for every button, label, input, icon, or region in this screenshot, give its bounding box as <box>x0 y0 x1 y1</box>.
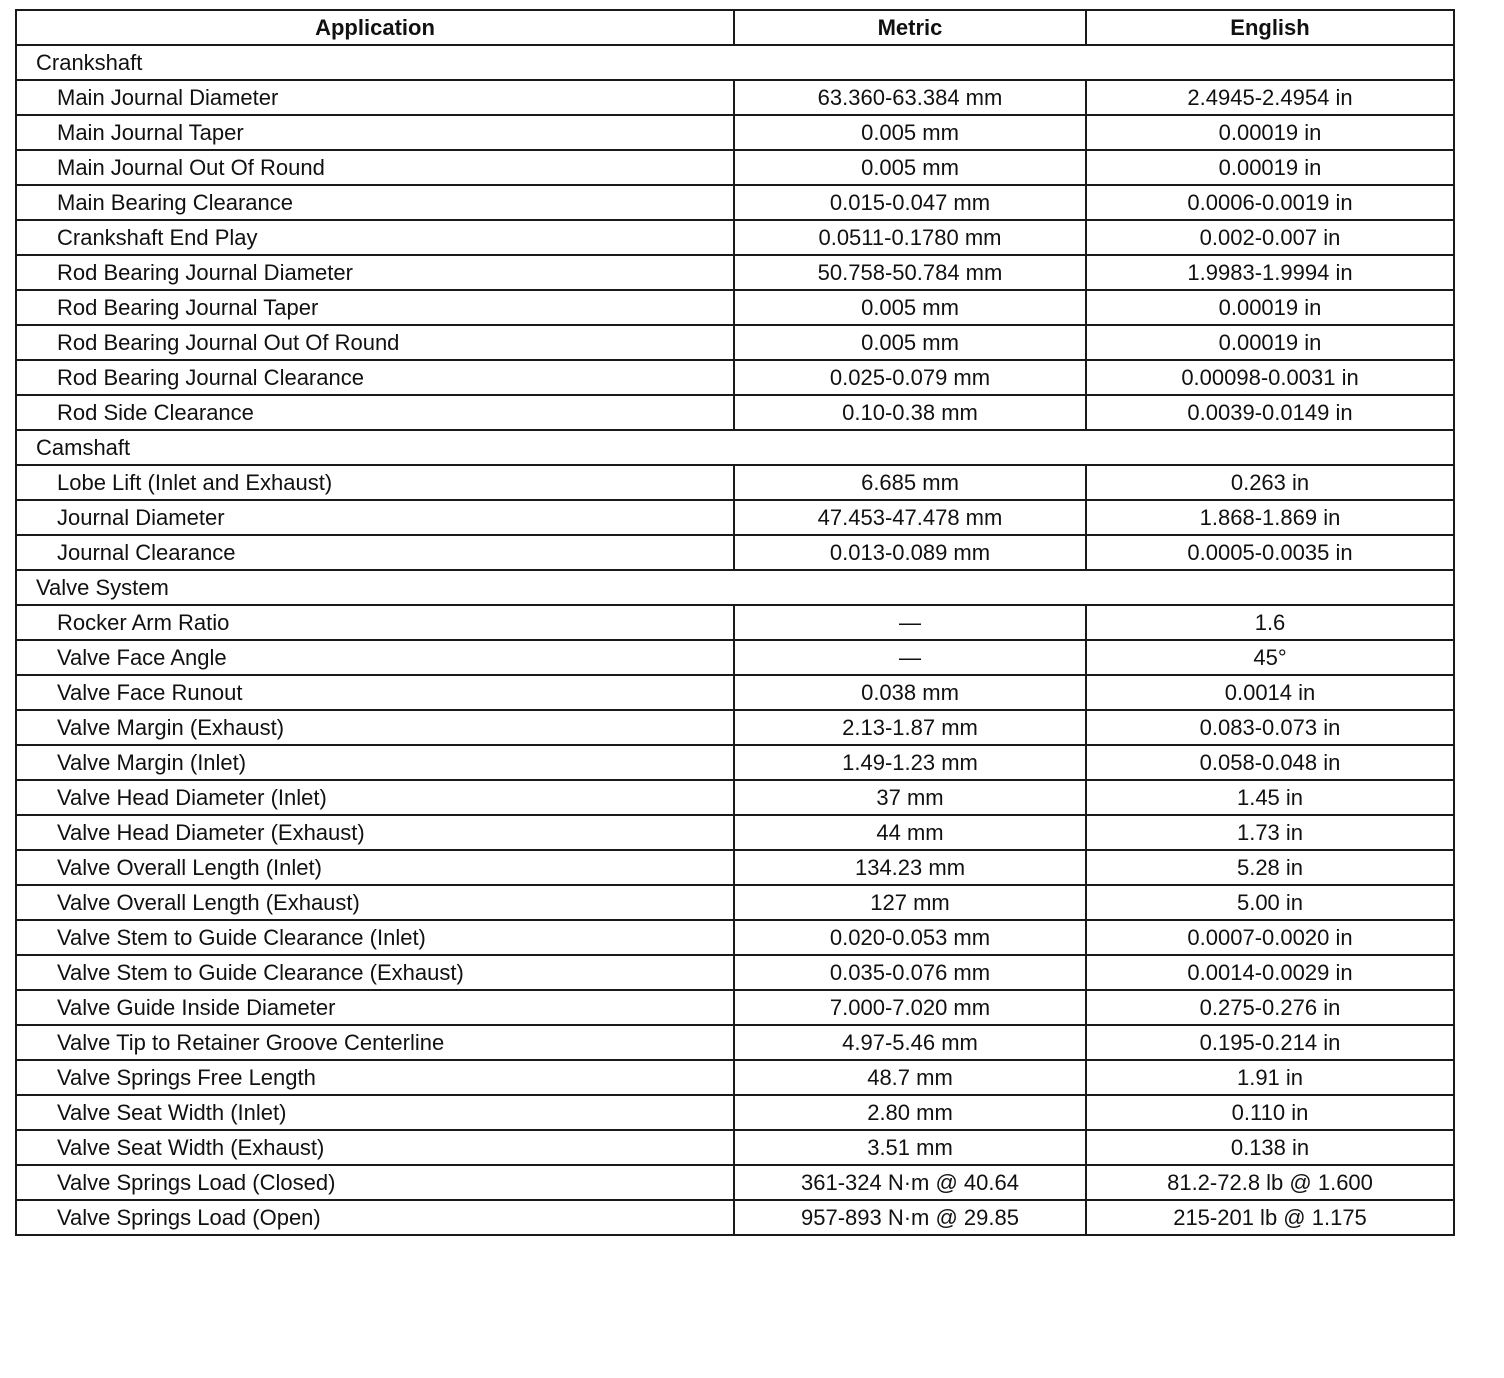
application-cell: Rod Side Clearance <box>16 395 734 430</box>
table-row <box>16 1165 1454 1200</box>
table-row <box>16 640 1454 675</box>
table-row <box>16 1130 1454 1165</box>
table-row <box>16 1025 1454 1060</box>
application-cell: Valve Tip to Retainer Groove Centerline <box>16 1025 734 1060</box>
application-cell: Valve Stem to Guide Clearance (Exhaust) <box>16 955 734 990</box>
english-value-cell: 0.00019 in <box>1086 290 1454 325</box>
english-value-cell: 2.4945-2.4954 in <box>1086 80 1454 115</box>
table-row <box>16 115 1454 150</box>
metric-value-cell: 134.23 mm <box>734 850 1086 885</box>
application-cell: Valve Seat Width (Inlet) <box>16 1095 734 1130</box>
metric-value-cell: 3.51 mm <box>734 1130 1086 1165</box>
table-row <box>16 325 1454 360</box>
metric-value-cell: 50.758-50.784 mm <box>734 255 1086 290</box>
table-row <box>16 990 1454 1025</box>
table-row <box>16 1060 1454 1095</box>
metric-value-cell: 2.80 mm <box>734 1095 1086 1130</box>
table-row <box>16 80 1454 115</box>
application-cell: Rod Bearing Journal Diameter <box>16 255 734 290</box>
english-value-cell: 1.9983-1.9994 in <box>1086 255 1454 290</box>
table-row <box>16 255 1454 290</box>
metric-value-cell: 0.025-0.079 mm <box>734 360 1086 395</box>
section-title: Camshaft <box>16 430 1454 465</box>
table-row <box>16 290 1454 325</box>
application-cell: Valve Overall Length (Exhaust) <box>16 885 734 920</box>
metric-value-cell: — <box>734 605 1086 640</box>
table-row <box>16 500 1454 535</box>
application-cell: Valve Margin (Inlet) <box>16 745 734 780</box>
metric-value-cell: 0.015-0.047 mm <box>734 185 1086 220</box>
application-cell: Rod Bearing Journal Taper <box>16 290 734 325</box>
english-value-cell: 1.73 in <box>1086 815 1454 850</box>
english-value-cell: 81.2-72.8 lb @ 1.600 <box>1086 1165 1454 1200</box>
application-cell: Valve Overall Length (Inlet) <box>16 850 734 885</box>
english-value-cell: 5.00 in <box>1086 885 1454 920</box>
table-row <box>16 465 1454 500</box>
metric-value-cell: 1.49-1.23 mm <box>734 745 1086 780</box>
table-row <box>16 850 1454 885</box>
metric-value-cell: 37 mm <box>734 780 1086 815</box>
english-value-cell: 0.0014-0.0029 in <box>1086 955 1454 990</box>
metric-value-cell: 0.005 mm <box>734 115 1086 150</box>
application-cell: Valve Face Angle <box>16 640 734 675</box>
application-cell: Valve Springs Free Length <box>16 1060 734 1095</box>
metric-value-cell: 0.005 mm <box>734 150 1086 185</box>
application-cell: Rod Bearing Journal Clearance <box>16 360 734 395</box>
metric-value-cell: 361-324 N·m @ 40.64 <box>734 1165 1086 1200</box>
english-value-cell: 0.0005-0.0035 in <box>1086 535 1454 570</box>
english-value-cell: 0.00019 in <box>1086 325 1454 360</box>
metric-value-cell: 48.7 mm <box>734 1060 1086 1095</box>
table-row <box>16 815 1454 850</box>
english-value-cell: 215-201 lb @ 1.175 <box>1086 1200 1454 1235</box>
english-value-cell: 1.91 in <box>1086 1060 1454 1095</box>
english-value-cell: 1.45 in <box>1086 780 1454 815</box>
english-value-cell: 0.275-0.276 in <box>1086 990 1454 1025</box>
table-row <box>16 745 1454 780</box>
section-title: Crankshaft <box>16 45 1454 80</box>
application-cell: Rocker Arm Ratio <box>16 605 734 640</box>
application-cell: Main Journal Diameter <box>16 80 734 115</box>
metric-value-cell: 7.000-7.020 mm <box>734 990 1086 1025</box>
header-application: Application <box>16 10 734 45</box>
english-value-cell: 0.083-0.073 in <box>1086 710 1454 745</box>
application-cell: Rod Bearing Journal Out Of Round <box>16 325 734 360</box>
metric-value-cell: 0.005 mm <box>734 325 1086 360</box>
metric-value-cell: 0.0511-0.1780 mm <box>734 220 1086 255</box>
metric-value-cell: 6.685 mm <box>734 465 1086 500</box>
header-row <box>16 10 1454 45</box>
application-cell: Valve Head Diameter (Exhaust) <box>16 815 734 850</box>
metric-value-cell: 63.360-63.384 mm <box>734 80 1086 115</box>
table-row <box>16 920 1454 955</box>
english-value-cell: 0.00019 in <box>1086 150 1454 185</box>
english-value-cell: 5.28 in <box>1086 850 1454 885</box>
english-value-cell: 0.110 in <box>1086 1095 1454 1130</box>
application-cell: Valve Head Diameter (Inlet) <box>16 780 734 815</box>
application-cell: Journal Clearance <box>16 535 734 570</box>
table-row <box>16 885 1454 920</box>
metric-value-cell: 44 mm <box>734 815 1086 850</box>
table-row <box>16 395 1454 430</box>
english-value-cell: 0.00098-0.0031 in <box>1086 360 1454 395</box>
section-row <box>16 570 1454 605</box>
english-value-cell: 45° <box>1086 640 1454 675</box>
header-english: English <box>1086 10 1454 45</box>
application-cell: Valve Face Runout <box>16 675 734 710</box>
english-value-cell: 1.6 <box>1086 605 1454 640</box>
metric-value-cell: 127 mm <box>734 885 1086 920</box>
table-row <box>16 710 1454 745</box>
metric-value-cell: 0.038 mm <box>734 675 1086 710</box>
metric-value-cell: — <box>734 640 1086 675</box>
metric-value-cell: 47.453-47.478 mm <box>734 500 1086 535</box>
english-value-cell: 0.0007-0.0020 in <box>1086 920 1454 955</box>
table-row <box>16 535 1454 570</box>
english-value-cell: 0.00019 in <box>1086 115 1454 150</box>
table-row <box>16 360 1454 395</box>
application-cell: Valve Seat Width (Exhaust) <box>16 1130 734 1165</box>
application-cell: Lobe Lift (Inlet and Exhaust) <box>16 465 734 500</box>
metric-value-cell: 0.10-0.38 mm <box>734 395 1086 430</box>
application-cell: Valve Margin (Exhaust) <box>16 710 734 745</box>
metric-value-cell: 957-893 N·m @ 29.85 <box>734 1200 1086 1235</box>
english-value-cell: 0.058-0.048 in <box>1086 745 1454 780</box>
application-cell: Main Journal Out Of Round <box>16 150 734 185</box>
table-row <box>16 150 1454 185</box>
metric-value-cell: 4.97-5.46 mm <box>734 1025 1086 1060</box>
section-row <box>16 45 1454 80</box>
table-body <box>16 45 1454 1235</box>
table-row <box>16 605 1454 640</box>
metric-value-cell: 0.005 mm <box>734 290 1086 325</box>
table-row <box>16 780 1454 815</box>
english-value-cell: 1.868-1.869 in <box>1086 500 1454 535</box>
application-cell: Journal Diameter <box>16 500 734 535</box>
english-value-cell: 0.0014 in <box>1086 675 1454 710</box>
table-row <box>16 675 1454 710</box>
header-metric: Metric <box>734 10 1086 45</box>
table-row <box>16 1095 1454 1130</box>
section-title: Valve System <box>16 570 1454 605</box>
table-row <box>16 955 1454 990</box>
specifications-table <box>15 9 1455 1236</box>
metric-value-cell: 0.020-0.053 mm <box>734 920 1086 955</box>
english-value-cell: 0.263 in <box>1086 465 1454 500</box>
metric-value-cell: 0.035-0.076 mm <box>734 955 1086 990</box>
application-cell: Valve Stem to Guide Clearance (Inlet) <box>16 920 734 955</box>
english-value-cell: 0.0039-0.0149 in <box>1086 395 1454 430</box>
metric-value-cell: 0.013-0.089 mm <box>734 535 1086 570</box>
application-cell: Crankshaft End Play <box>16 220 734 255</box>
table-row <box>16 220 1454 255</box>
application-cell: Main Bearing Clearance <box>16 185 734 220</box>
application-cell: Main Journal Taper <box>16 115 734 150</box>
english-value-cell: 0.0006-0.0019 in <box>1086 185 1454 220</box>
table-row <box>16 1200 1454 1235</box>
english-value-cell: 0.138 in <box>1086 1130 1454 1165</box>
application-cell: Valve Springs Load (Closed) <box>16 1165 734 1200</box>
application-cell: Valve Guide Inside Diameter <box>16 990 734 1025</box>
section-row <box>16 430 1454 465</box>
english-value-cell: 0.195-0.214 in <box>1086 1025 1454 1060</box>
english-value-cell: 0.002-0.007 in <box>1086 220 1454 255</box>
table-row <box>16 185 1454 220</box>
metric-value-cell: 2.13-1.87 mm <box>734 710 1086 745</box>
application-cell: Valve Springs Load (Open) <box>16 1200 734 1235</box>
